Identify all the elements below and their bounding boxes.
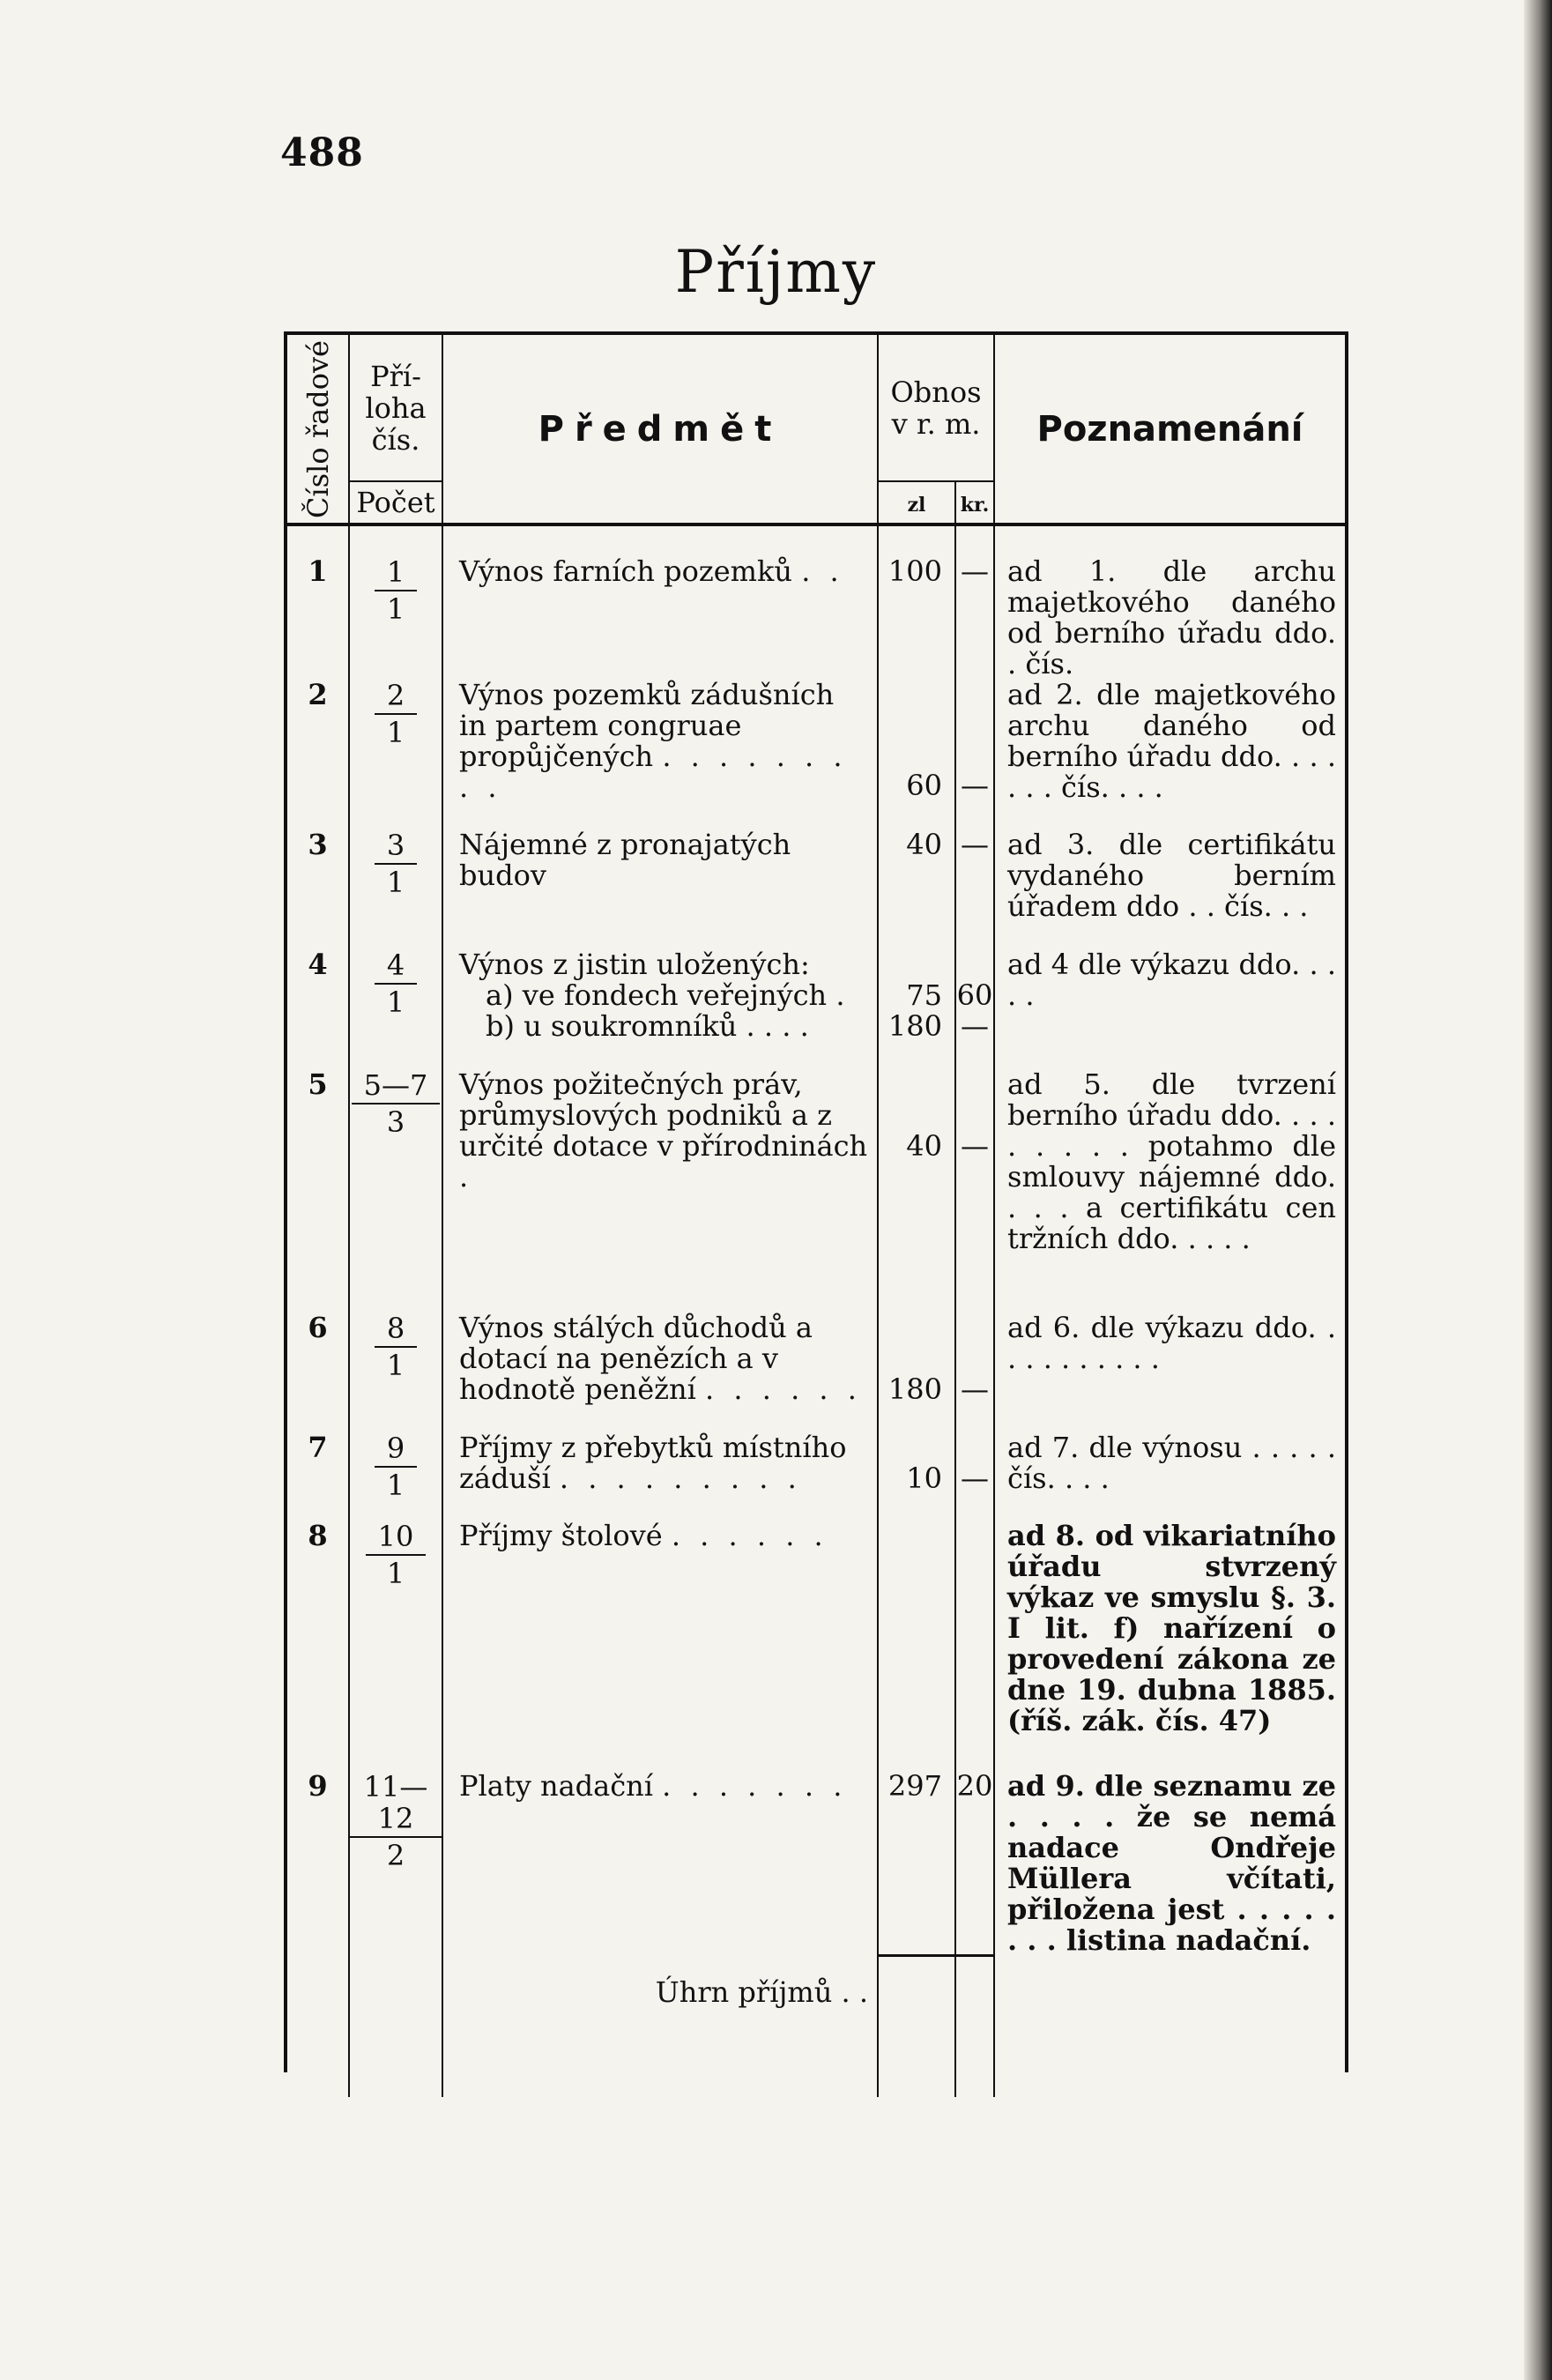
subject-cell: Výnos farních pozemků . . xyxy=(442,524,878,680)
table-row xyxy=(287,1521,1345,1771)
row-number: 6 xyxy=(287,1313,349,1432)
amount-kr: — xyxy=(955,680,994,829)
note-cell: ad 4 dle výkazu ddo. . . . . xyxy=(1007,948,1337,1012)
attachment-fraction: $\frac{11—12}{2}$ xyxy=(349,1771,442,1956)
note-cell: ad 1. dle archu majetkového daného od berního úřadu ddo. . čís. xyxy=(1007,554,1337,681)
amount-kr: — xyxy=(955,829,994,949)
header-serial-number: Číslo řadové xyxy=(287,335,349,524)
amount-zl: 60 xyxy=(878,680,955,829)
income-table xyxy=(284,331,1348,2072)
note-cell: ad 8. od vikariatního úřadu stvrzený výkaz ve smyslu §. 3. I lit. f) nařízení o provedení zákona ze dne 19. dubna 1885. (říš. zák. čís. 47) xyxy=(1007,1519,1337,1737)
subject-cell: Platy nadační . . . . . . . xyxy=(442,1771,878,1956)
subject-cell: Nájemné z pronajatých budov xyxy=(442,829,878,949)
total-row xyxy=(287,1956,1345,2097)
attachment-fraction: $\frac{8}{1}$ xyxy=(349,1313,442,1432)
amount-kr: 60 — xyxy=(955,949,994,1069)
subject-cell: Výnos z jistin uložených: a) ve fondech veřejných . b) u soukromníků . . . . xyxy=(442,949,878,1069)
attachment-fraction: $\frac{9}{1}$ xyxy=(349,1432,442,1521)
table-row xyxy=(287,829,1345,949)
total-label: Úhrn příjmů . . xyxy=(442,1956,878,2097)
attachment-fraction: $\frac{10}{1}$ xyxy=(349,1521,442,1771)
attachment-fraction: $\frac{4}{1}$ xyxy=(349,949,442,1069)
note-cell: ad 5. dle tvrzení berního úřadu ddo. . . . . . . . . potahmo dle smlouvy nájemné ddo. . . . a certifikátu cen tržních ddo. . . . . xyxy=(1007,1067,1337,1255)
row-number: 9 xyxy=(287,1771,349,1956)
page-title: Příjmy xyxy=(674,238,878,306)
amount-zl: 40 xyxy=(878,829,955,949)
header-kr: kr. xyxy=(955,481,994,524)
row-number: 7 xyxy=(287,1432,349,1521)
header-zl: zl xyxy=(878,481,955,524)
row-number: 8 xyxy=(287,1521,349,1771)
table-row xyxy=(287,1313,1345,1432)
amount-zl: 180 xyxy=(878,1313,955,1432)
table-row xyxy=(287,680,1345,829)
row-number: 2 xyxy=(287,680,349,829)
attachment-fraction: $\frac{2}{1}$ xyxy=(349,680,442,829)
note-cell: ad 6. dle výkazu ddo. . . . . . . . . . . xyxy=(1007,1311,1337,1375)
amount-kr xyxy=(955,1521,994,1771)
amount-kr: 20 xyxy=(955,1771,994,1956)
total-zl xyxy=(878,1956,955,2097)
row-number: 1 xyxy=(287,524,349,680)
amount-zl: 10 xyxy=(878,1432,955,1521)
amount-kr: — xyxy=(955,1313,994,1432)
subject-cell: Příjmy štolové . . . . . . xyxy=(442,1521,878,1771)
subject-cell: Výnos stálých důchodů a dotací na penězích a v hodnotě peněžní . . . . . . xyxy=(442,1313,878,1432)
header-attachment: Pří- loha čís. xyxy=(349,335,442,481)
page-edge-shadow xyxy=(1524,0,1552,2380)
header-subject: Předmět xyxy=(442,335,878,524)
row-number: 5 xyxy=(287,1069,349,1313)
table-row xyxy=(287,524,1345,680)
header-notes: Poznamenání xyxy=(994,335,1345,524)
amount-kr: — xyxy=(955,524,994,680)
amount-kr: — xyxy=(955,1069,994,1313)
subject-cell: Výnos požitečných práv, průmyslových podniků a z určité dotace v přírodninách . xyxy=(442,1069,878,1313)
amount-zl xyxy=(878,1521,955,1771)
note-cell: ad 7. dle výnosu . . . . . čís. . . . xyxy=(1007,1431,1337,1495)
amount-zl: 75 180 xyxy=(878,949,955,1069)
table-row xyxy=(287,949,1345,1069)
attachment-fraction: $\frac{5—7}{3}$ xyxy=(349,1069,442,1313)
subject-cell: Výnos pozemků zádušních in partem congruae propůjčených . . . . . . . . . xyxy=(442,680,878,829)
table-row xyxy=(287,1771,1345,1956)
header-amount: Obnos v r. m. xyxy=(878,335,994,481)
note-cell: ad 3. dle certifikátu vydaného berním úřadem ddo . . čís. . . xyxy=(1007,828,1337,923)
table-row xyxy=(287,1069,1345,1313)
attachment-fraction: $\frac{3}{1}$ xyxy=(349,829,442,949)
note-cell: ad 9. dle seznamu ze . . . . že se nemá nadace Ondřeje Müllera včítati, přiložena jest . . . . . . . . listina nadační. xyxy=(1007,1769,1337,1957)
page-number: 488 xyxy=(280,130,364,175)
table-row xyxy=(287,1432,1345,1521)
amount-zl: 40 xyxy=(878,1069,955,1313)
amount-zl: 100 xyxy=(878,524,955,680)
amount-zl: 297 xyxy=(878,1771,955,1956)
subject-cell: Příjmy z přebytků místního záduší . . . . . . . . . xyxy=(442,1432,878,1521)
note-cell: ad 2. dle majetkového archu daného od berního úřadu ddo. . . . . . . čís. . . . xyxy=(1007,678,1337,804)
attachment-fraction: $\frac{1}{1}$ xyxy=(349,524,442,680)
row-number: 4 xyxy=(287,949,349,1069)
total-kr xyxy=(955,1956,994,2097)
row-number: 3 xyxy=(287,829,349,949)
header-count: Počet xyxy=(349,481,442,524)
amount-kr: — xyxy=(955,1432,994,1521)
